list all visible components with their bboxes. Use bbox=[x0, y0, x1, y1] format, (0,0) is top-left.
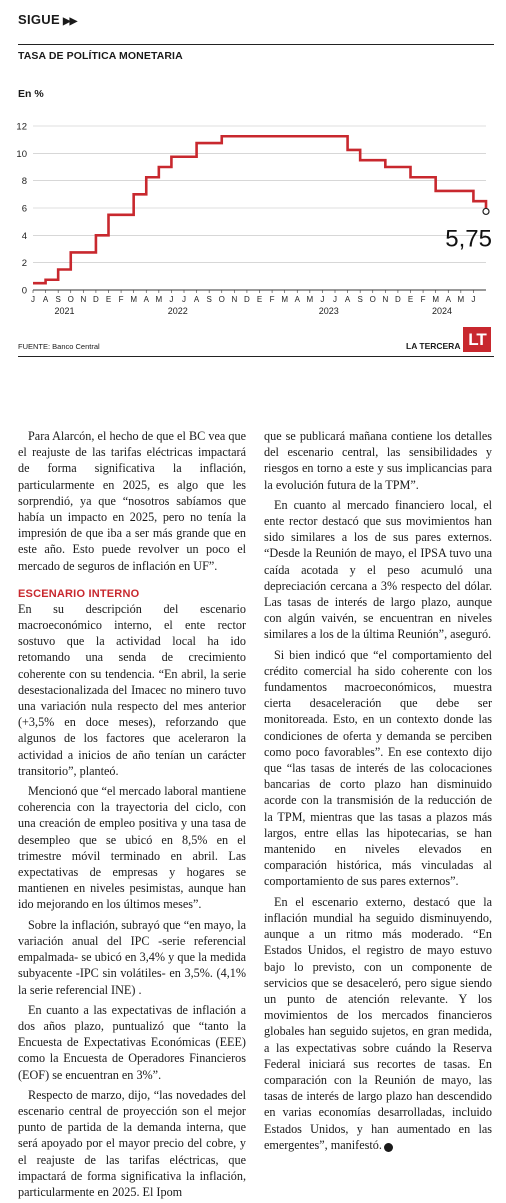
paragraph-text: En el escenario externo, destacó que la inflación mundial ha seguido disminuyendo, aunque a un ritmo más moderado. “En Estados Unidos, el registro de mayo estuvo bajo lo previsto, con un componente de servicios que se desaceleró, pero sigue siendo un punto de atención relevante. Y los movimientos de los mercados financieros globales han seguido sujetos, en gran medida, a las expectativas sobre cuándo la Reserva Federal iniciará sus recortes de tasas. En comparación con la Reunión de mayo, las tasas de interés de largo plazo han descendido en varias economías desarrolladas, incluido Estados Unidos, y han aumentado en las emergentes”, manifestó. bbox=[264, 894, 492, 1152]
paragraph-text: que se publicará mañana contiene los detalles del escenario central, las sensibilidades y riesgos en torno a este y sus implicancias para la evolución futura de la TPM”. bbox=[264, 429, 492, 492]
paragraph-text: En cuanto al mercado financiero local, el ente rector destacó que sus movimientos han sido similares a los de sus pares externos. “Desde la Reunión de mayo, el IPSA tuvo una caída acotada y el peso acumuló una depreciación cercana a 3% respecto del dólar. Las tasas de interés de largo plazo, aunque con algún vaivén, se encuentran en niveles similares a los de la última Reunión”, aseguró. bbox=[264, 497, 492, 642]
last-value-marker bbox=[483, 208, 489, 214]
y-tick-label: 4 bbox=[21, 230, 27, 242]
y-tick-label: 0 bbox=[21, 285, 27, 297]
x-month-label: S bbox=[55, 295, 61, 304]
x-month-label: M bbox=[457, 295, 465, 304]
paragraph-text: Mencionó que “el mercado laboral mantiene coherencia con la trayectoria del ciclo, con una creación de empleo positiva y una tasa de desempleo que se ubicó en 8,5% en el trimestre móvil terminado en abril. Las expectativas de empresas y hogares se mantienen en niveles pesimistas, aunque han ido mejorando en los últimos meses”. bbox=[18, 784, 246, 912]
article-paragraph bbox=[18, 601, 246, 779]
article-paragraph bbox=[18, 1087, 246, 1200]
paragraph-text: En cuanto a las expectativas de inflación a dos años plazo, puntualizó que “tanto la Encuesta de Expectativas Económicas (EEE) como la Encuesta de Operadores Financieros (EOF) se encuentran en 3%”. bbox=[18, 1002, 246, 1082]
section-heading bbox=[18, 587, 246, 601]
tpm-line-chart bbox=[0, 110, 506, 325]
x-month-label: E bbox=[105, 295, 112, 304]
x-month-label: J bbox=[320, 295, 325, 304]
double-arrow-icon: ▶▶ bbox=[62, 16, 77, 27]
x-month-label: M bbox=[432, 295, 440, 304]
x-month-label: D bbox=[395, 295, 401, 304]
x-month-label: N bbox=[80, 295, 87, 304]
x-month-label: O bbox=[67, 295, 74, 304]
article-column-1 bbox=[18, 428, 246, 1200]
x-year-label: 2021 bbox=[54, 306, 75, 316]
x-month-label: A bbox=[42, 295, 49, 304]
x-month-label: O bbox=[369, 295, 376, 304]
x-month-label: M bbox=[155, 295, 163, 304]
x-month-label: A bbox=[143, 295, 149, 304]
x-month-label: O bbox=[218, 295, 225, 304]
x-month-label: D bbox=[93, 295, 99, 304]
brand-name: LA TERCERA bbox=[406, 341, 461, 351]
article-paragraph bbox=[264, 428, 492, 493]
paragraph-text: ESCENARIO INTERNO bbox=[18, 587, 140, 600]
top-rule bbox=[18, 44, 494, 45]
last-value-label: 5,75 bbox=[445, 225, 492, 253]
x-year-label: 2022 bbox=[167, 306, 188, 316]
x-month-label: A bbox=[445, 295, 451, 304]
x-month-label: A bbox=[344, 295, 351, 304]
chart-source: FUENTE: Banco Central bbox=[18, 342, 100, 351]
paragraph-text: Sobre la inflación, subrayó que “en mayo, la variación anual del IPC -serie referencial empalmada- se ubicó en 3,4% y que la medida subyacente -IPC sin volátiles- en 3,5%. (4,1% la serie referencial INE) . bbox=[18, 917, 246, 997]
paragraph-text: Respecto de marzo, dijo, “las novedades del escenario central de proyección son el mejor punto de partida de la demanda interna, que será apoyado por el mayor precio del cobre, y el reajuste de las tarifas eléctricas, que impactará de forma significativa la inflación, particularmente en 2025. El Ipom bbox=[18, 1087, 246, 1199]
y-tick-label: 8 bbox=[21, 176, 27, 188]
article-paragraph bbox=[264, 894, 492, 1153]
x-month-label: A bbox=[193, 295, 200, 304]
chart-title: TASA DE POLÍTICA MONETARIA bbox=[18, 50, 183, 62]
x-month-label: J bbox=[333, 295, 337, 304]
article-paragraph bbox=[18, 917, 246, 998]
paragraph-text: Si bien indicó que “el comportamiento del crédito comercial ha sido coherente con los fundamentos macroeconómicos, muestra cierta desaceleración que debe ser monitoreada. Esto, en un contexto donde las condiciones de oferta y demanda se perciben como poco favorables”. En ese contexto dijo que “las tasas de interés de las colocaciones bancarias de corto plazo han disminuido acorde con la transmisión de la reducción de la TPM, mientras que las tasas a plazos más largos, entre ellas las hipotecarias, se han mantenido en niveles elevados en comparación histórica, más vinculadas al comportamiento de sus pares externos”. bbox=[264, 647, 492, 889]
y-tick-label: 12 bbox=[16, 121, 27, 133]
chart-unit-label: En % bbox=[18, 88, 44, 100]
x-month-label: E bbox=[407, 295, 414, 304]
y-tick-label: 2 bbox=[21, 258, 27, 270]
article-paragraph bbox=[18, 1002, 246, 1083]
x-month-label: N bbox=[231, 295, 238, 304]
y-tick-label: 10 bbox=[16, 148, 27, 160]
x-month-label: J bbox=[169, 295, 174, 304]
x-month-label: J bbox=[182, 295, 186, 304]
x-month-label: A bbox=[294, 295, 300, 304]
x-month-label: J bbox=[471, 295, 476, 304]
article-paragraph bbox=[264, 497, 492, 643]
article-paragraph bbox=[18, 428, 246, 574]
sigue-label bbox=[18, 12, 76, 27]
x-month-label: M bbox=[281, 295, 289, 304]
x-year-label: 2023 bbox=[318, 306, 339, 316]
sigue-text: SIGUE bbox=[18, 12, 60, 27]
tpm-series-line bbox=[33, 136, 486, 283]
end-mark-icon: P bbox=[384, 1143, 393, 1152]
y-tick-label: 6 bbox=[21, 203, 27, 215]
paragraph-text: En su descripción del escenario macroeconómico interno, el ente rector sostuvo que la actividad local ha ido retomando una senda de crecimiento coherente con su tendencia. “En abril, la serie desestacionalizada del Imacec no minero tuvo una variación nula respecto del mes anterior (+3,5% en doce meses), reforzando que algunos de los factores que aceleraron la actividad a inicios de año tenían un carácter transitorio”, planteó. bbox=[18, 601, 246, 778]
x-month-label: N bbox=[382, 295, 389, 304]
x-month-label: S bbox=[206, 295, 212, 304]
x-month-label: F bbox=[269, 295, 275, 304]
x-month-label: S bbox=[357, 295, 363, 304]
x-month-label: F bbox=[118, 295, 124, 304]
x-month-label: D bbox=[244, 295, 250, 304]
article-paragraph bbox=[264, 647, 492, 890]
la-tercera-logo: LT bbox=[463, 327, 491, 352]
x-month-label: F bbox=[420, 295, 426, 304]
article-paragraph bbox=[18, 783, 246, 913]
x-month-label: E bbox=[256, 295, 263, 304]
x-month-label: M bbox=[130, 295, 138, 304]
x-month-label: J bbox=[31, 295, 35, 304]
paragraph-text: Para Alarcón, el hecho de que el BC vea que el reajuste de las tarifas eléctricas impactará de forma significativa la inflación, particularmente en 2025, es algo que les sorprendió, ya que “nosotros sabíamos que había un impacto en 2025, pero no tenía la impresión de que iba a ser más grande que en este año. Esto puede revolver un poco el mercado de seguros de inflación en UF”. bbox=[18, 429, 246, 573]
article-column-2 bbox=[264, 428, 492, 1153]
bottom-rule bbox=[18, 356, 494, 357]
x-year-label: 2024 bbox=[431, 306, 452, 316]
x-month-label: M bbox=[306, 295, 314, 304]
